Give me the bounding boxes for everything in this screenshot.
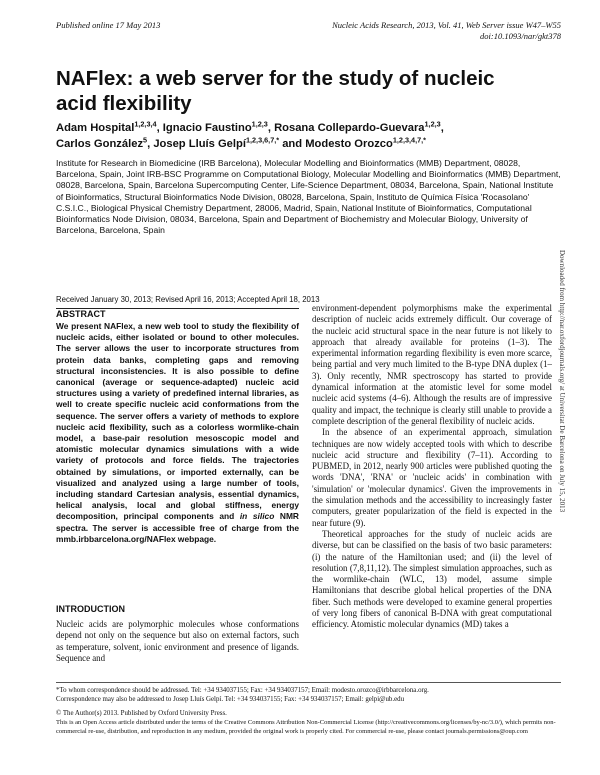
author: Josep Lluís Gelpí [153, 138, 246, 150]
article-title: NAFlex: a web server for the study of nucleic acid flexibility [56, 67, 495, 115]
abstract-body: We present NAFlex, a new web tool to study the flexibility of nucleic acids, either isolated or bound to other molecules. The server allows the user to incorporate structures from protein data banks, completing gaps and removing structural inconsistencies. It is also possible to define canonical (average or sequence-adapted) nucleic acid structures using a variety of predefined internal libraries, as well to create specific nucleic acid conformations from the sequence. The server offers a variety of methods to explore nucleic acid flexibility, such as a colorless wormlike-chain model, a base-pair resolution mesoscopic model and atomistic molecular dynamics simulations with a wide variety of protocols and force fields. The trajectories obtained by simulations, or imported externally, can be visualized and analyzed using a large number of tools, including standard Cartesian analysis, essential dynamics, helical analysis, local and global stiffness, energy decomposition, principal components and in silico NMR spectra. The server is accessible free of charge from the mmb.irbbarcelona.org/NAFlex webpage. [56, 321, 299, 544]
correspondence-note: *To whom correspondence should be addressed. Tel: +34 934037155; Fax: +34 934037157; Email: modesto.orozco@irbbarcelona.org. [56, 687, 429, 694]
copyright: © The Author(s) 2013. Published by Oxford University Press. [56, 710, 227, 717]
author: Rosana Collepardo-Guevara [274, 122, 425, 134]
correspondence-note-2: Correspondence may also be addressed to Josep Lluís Gelpí. Tel: +34 934037155; Fax: +34 934037157; Email: gelpi@ub.edu [56, 696, 405, 703]
introduction-body: Nucleic acids are polymorphic molecules whose conformations depend not only on the sequence but also on external factors, such as temperature, solvent, ionic environment and presence of ligands. Sequence and [56, 619, 299, 663]
received-dates: Received January 30, 2013; Revised April 16, 2013; Accepted April 18, 2013 [56, 295, 320, 304]
journal-citation: Nucleic Acids Research, 2013, Vol. 41, Web Server issue W47–W55 [332, 20, 561, 30]
paragraph: environment-dependent polymorphisms make the experimental description of nucleic acids extremely difficult. Our coverage of the nucleic acid structural space in the near future is not likely to approach that already available for proteins (1–3). The experimental information regarding flexibility is even more scarce, being partial and very much limited to the B-type DNA duplex (1–3). Only recently, NMR spectroscopy has started to provide dynamical information at the atomistic level for some model nucleic acid systems (4–6). Although the results are of impressive quality and impact, the technique is clearly still unable to provide a complete description of the general flexibility of nucleic acids. [312, 303, 552, 426]
license-text: This is an Open Access article distributed under the terms of the Creative Commons Attribution Non-Commercial License (http://creativecommons.org/licenses/by-nc/3.0/), which permits non-commercial re-use, distribution, and reproduction in any medium, provided the original work is properly cited. For commercial re-use, please contact journals.permissions@oup.com [56, 719, 556, 735]
introduction-heading: INTRODUCTION [56, 604, 125, 614]
author: Ignacio Faustino [162, 122, 252, 134]
publication-date: Published online 17 May 2013 [56, 20, 161, 30]
author-list: Adam Hospital$^{1,2,3,4}$, Ignacio Faustino$^{1,2,3}$, Rosana Collepardo-Guevara$^{1,2,3}$, Carlos González$^5$, Josep Lluís Gelpí$^{1,2,3,6,7,*}$ and Modesto Orozco$^{1,2,3,4,7,*}$ [56, 119, 444, 150]
author: Modesto Orozco [305, 138, 393, 150]
author: Adam Hospital [56, 122, 135, 134]
body-column-2 [312, 303, 552, 631]
abstract-heading: ABSTRACT [56, 309, 106, 319]
doi: doi:10.1093/nar/gkt378 [480, 31, 561, 41]
affiliations: Institute for Research in Biomedicine (IRB Barcelona), Molecular Modelling and Bioinformatics (MMB) Department, 08028, Barcelona, Spain, Joint IRB-BSC Programme on Computational Biology, Molecular Modelling and Bioinformatics (MMB) Department, 08028, Barcelona, Spain, Barcelona Supercomputing Center, Life-Science Department, 08034, Barcelona, Spain, National Institute of Bioinformatics, Structural Bioinformatics Node Division, 08028, Barcelona, Spain, Instituto de Química Física 'Rocasolano' C.S.I.C., Biological Physical Chemistry Department, 28006, Madrid, Spain, National Institute of Bioinformatics, Computational Bioinformatics Node Division, 08034, Barcelona, Spain and Department of Biochemistry and Molecular Biology, University of Barcelona, Barcelona, Spain [56, 158, 561, 236]
paragraph: Theoretical approaches for the study of nucleic acids are diverse, but can be classified on the basis of two basic parameters: (i) the nature of the Hamiltonian used; and (ii) the level of resolution (7,8,11,12). The simplest simulation approaches, such as the wormlike-chain (WLC, 13) model, assume simple Hamiltonians that describe global helical properties of the DNA fiber. Such methods were developed to examine general properties of very long fibers of canonical B-DNA with great computational efficiency. Atomistic molecular dynamics (MD) takes a [312, 528, 552, 630]
author: Carlos González [56, 138, 144, 150]
footer-divider [56, 682, 561, 683]
paragraph: In the absence of an experimental approach, simulation techniques are now widely accepted tools with which to describe nucleic acid structure and flexibility (7–11). According to PUBMED, in 2012, nearly 900 articles were published quoting the words 'DNA', 'RNA' or 'nucleic acids' in combination with 'simulation' or 'molecular dynamics'. Given the improvements in the simulation methods and the accessibility to increasingly faster computers, greater popularization of the field is expected in the near future (9). [312, 427, 552, 528]
download-watermark: Downloaded from http://nar.oxfordjournals.org/ at Universitat De Barcelona on July 15, 2013 [558, 250, 566, 513]
